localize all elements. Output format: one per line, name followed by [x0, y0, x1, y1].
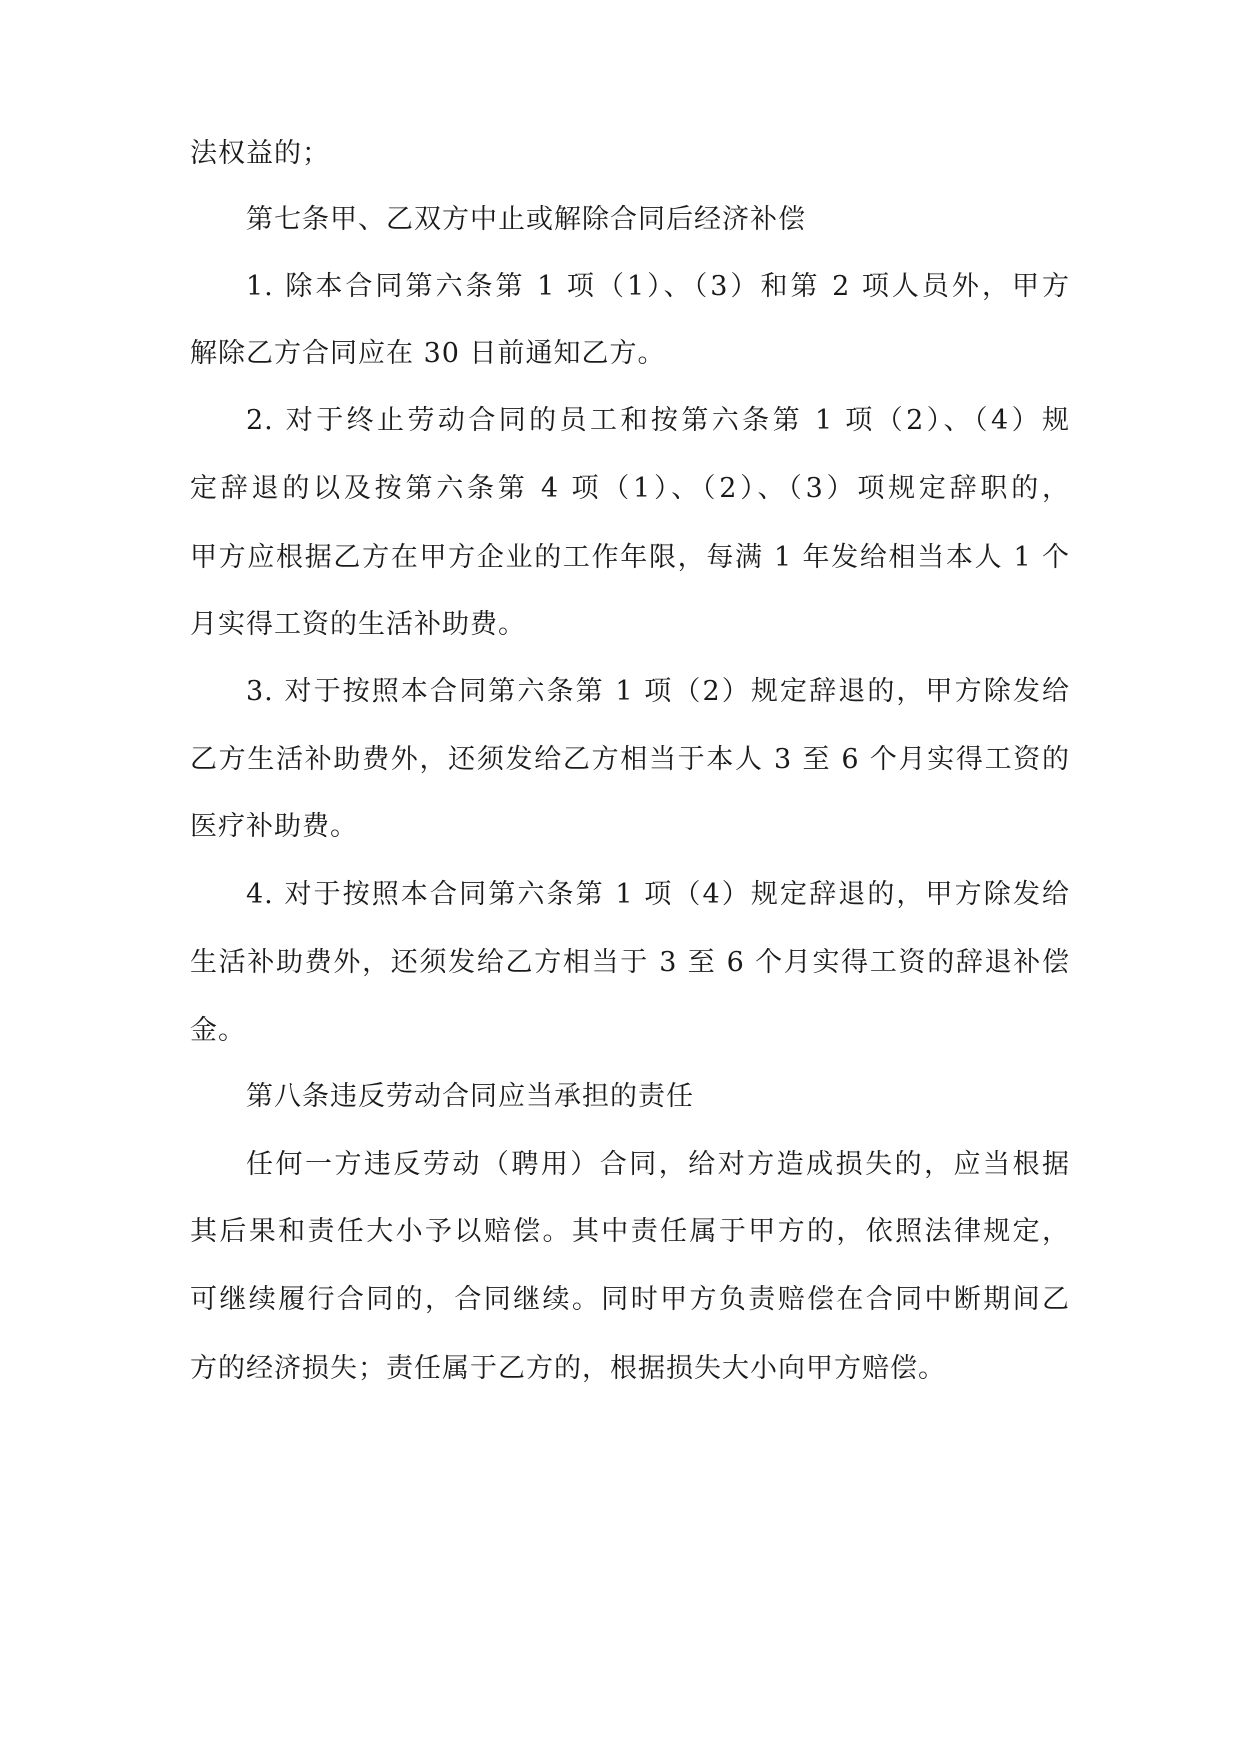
text-line: 4. 对于按照本合同第六条第 1 项（4）规定辞退的，甲方除发给: [246, 879, 1070, 910]
text-line: 甲方应根据乙方在甲方企业的工作年限，每满 1 年发给相当本人 1 个: [190, 542, 1070, 573]
text-line: 方的经济损失；责任属于乙方的，根据损失大小向甲方赔偿。: [190, 1353, 946, 1384]
text-line: 金。: [190, 1015, 246, 1046]
text-line: 3. 对于按照本合同第六条第 1 项（2）规定辞退的，甲方除发给: [246, 676, 1070, 707]
article-heading: 第八条违反劳动合同应当承担的责任: [246, 1081, 694, 1112]
text-line: 医疗补助费。: [190, 811, 358, 842]
text-line: 任何一方违反劳动（聘用）合同，给对方造成损失的，应当根据: [246, 1149, 1070, 1180]
text-line: 定辞退的以及按第六条第 4 项（1）、（2）、（3）项规定辞职的，: [190, 473, 1070, 504]
text-line: 2. 对于终止劳动合同的员工和按第六条第 1 项（2）、（4）规: [246, 405, 1070, 436]
text-line: 1. 除本合同第六条第 1 项（1）、（3）和第 2 项人员外，甲方: [246, 271, 1070, 302]
article-heading: 第七条甲、乙双方中止或解除合同后经济补偿: [246, 204, 806, 235]
text-line: 法权益的；: [190, 138, 330, 169]
text-line: 月实得工资的生活补助费。: [190, 609, 526, 640]
text-line: 生活补助费外，还须发给乙方相当于 3 至 6 个月实得工资的辞退补偿: [190, 947, 1070, 978]
text-line: 乙方生活补助费外，还须发给乙方相当于本人 3 至 6 个月实得工资的: [190, 744, 1070, 775]
text-line: 解除乙方合同应在 30 日前通知乙方。: [190, 338, 666, 369]
text-line: 其后果和责任大小予以赔偿。其中责任属于甲方的，依照法律规定，: [190, 1216, 1070, 1247]
text-line: 可继续履行合同的，合同继续。同时甲方负责赔偿在合同中断期间乙: [190, 1284, 1070, 1315]
